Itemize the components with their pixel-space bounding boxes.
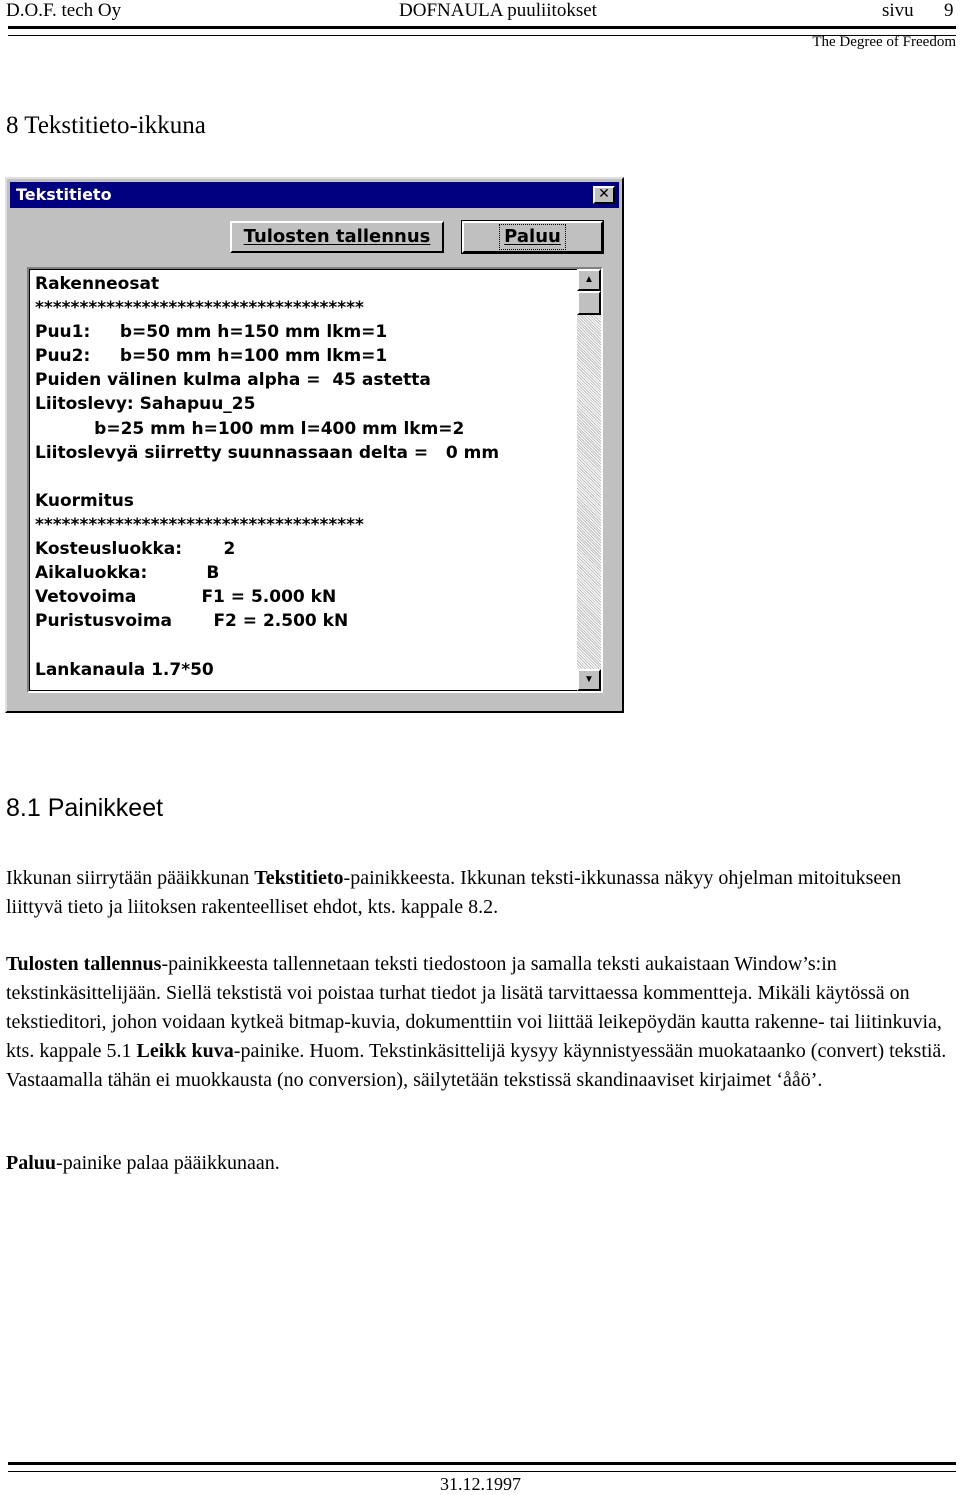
subsection-title: 8.1 Painikkeet [6,794,164,822]
header-page-label: sivu [882,0,914,21]
text-output-line [35,465,499,489]
text-run: -painikkeesta. Ikkunan teksti-ikkunassa näkyy ohjelman mitoitukseen liittyvä tieto ja liitoksen rakenteelliset ehdot, kts. kappale 8.2. [6,867,902,918]
text-output-line: Kuormitus [35,490,134,511]
text-output-line: Vetovoima F1 = 5.000 kN [35,587,337,608]
text-output-line: ************************************* [35,514,364,535]
text-output-line: Puu2: b=50 mm h=100 mm lkm=1 [35,346,388,367]
paragraph-intro [6,864,952,922]
text-output-line: Aikaluokka: B [35,563,220,584]
scroll-thumb[interactable] [577,291,601,315]
text-output-content [35,272,499,682]
text-run: -painike. Huom. Tekstinkäsittelijä kysyy käynnistyessään muokataanko (convert) tekstiä. Vastaamalla tähän ei muokkausta (no conversion), säilytetään tekstissä skandinaaviset kirjaimet ‘ååö’. [6,1040,947,1091]
close-icon[interactable]: ✕ [593,186,615,204]
text-output-line: Puu1: b=50 mm h=150 mm lkm=1 [35,322,388,343]
footer-date: 31.12.1997 [440,1474,521,1494]
text-output-line: Liitoslevy: Sahapuu_25 [35,394,256,415]
footer-rule [8,1462,956,1472]
text-output-area[interactable] [27,267,603,693]
text-output-line: b=25 mm h=100 mm l=400 mm lkm=2 [35,418,465,439]
vertical-scrollbar[interactable] [577,269,601,691]
text-output-line: Liitoslevyä siirretty suunnassaan delta = 0 mm [35,442,500,463]
bold-term-paluu: Paluu [6,1152,57,1174]
scroll-up-arrow-icon[interactable]: ▲ [577,269,601,291]
text-output-line [35,633,499,657]
text-run: -painikkeesta tallennetaan teksti tiedostoon ja samalla teksti aukaistaan Window’s:in tekstinkäsittelijään. Siellä tekstistä voi poistaa turhat tiedot ja lisätä tarvittaessa kommentteja. Mikäli käytössä on tekstieditori, johon voidaan kytkeä bitmap-kuvia, dokumenttiin voi liittää leikepöydän kautta rakenne- tai liitinkuvia, kts. kappale 5.1 [6,953,942,1062]
dialog-window [5,177,624,713]
text-run: Ikkunan siirrytään pääikkunan [6,867,255,889]
text-run: -painike palaa pääikkunaan. [56,1152,280,1174]
header-company: D.O.F. tech Oy [6,0,122,21]
text-output-line: Kosteusluokka: 2 [35,539,236,560]
paragraph-save-button [6,950,952,1095]
save-results-button[interactable] [230,221,444,253]
dialog-title: Tekstitieto [16,185,112,204]
text-output-line: Rakenneosat [35,274,160,294]
header-page-number: 9 [944,0,954,21]
section-title: 8 Tekstitieto-ikkuna [6,112,206,139]
paragraph-back-button [6,1149,952,1178]
dialog-titlebar[interactable] [10,182,619,208]
text-output-line: Puristusvoima F2 = 2.500 kN [35,611,349,632]
back-label: Paluu [501,226,564,248]
back-button[interactable] [462,221,603,253]
text-output-line: ************************************* [35,298,364,319]
bold-term-tulosten-tallennus: Tulosten tallennus [6,953,162,975]
save-results-label: Tulosten tallennus [243,226,431,247]
bold-term-leikk-kuva: Leikk kuva [136,1040,234,1062]
bold-term-tekstitieto: Tekstitieto [254,867,344,889]
header-tagline: The Degree of Freedom [812,34,956,50]
text-output-line: Lankanaula 1.7*50 [35,659,214,680]
header-document-title: DOFNAULA puuliitokset [399,0,597,21]
text-output-viewport [29,269,577,691]
scroll-down-arrow-icon[interactable]: ▼ [577,669,601,691]
text-output-line: Puiden välinen kulma alpha = 45 astetta [35,370,431,391]
